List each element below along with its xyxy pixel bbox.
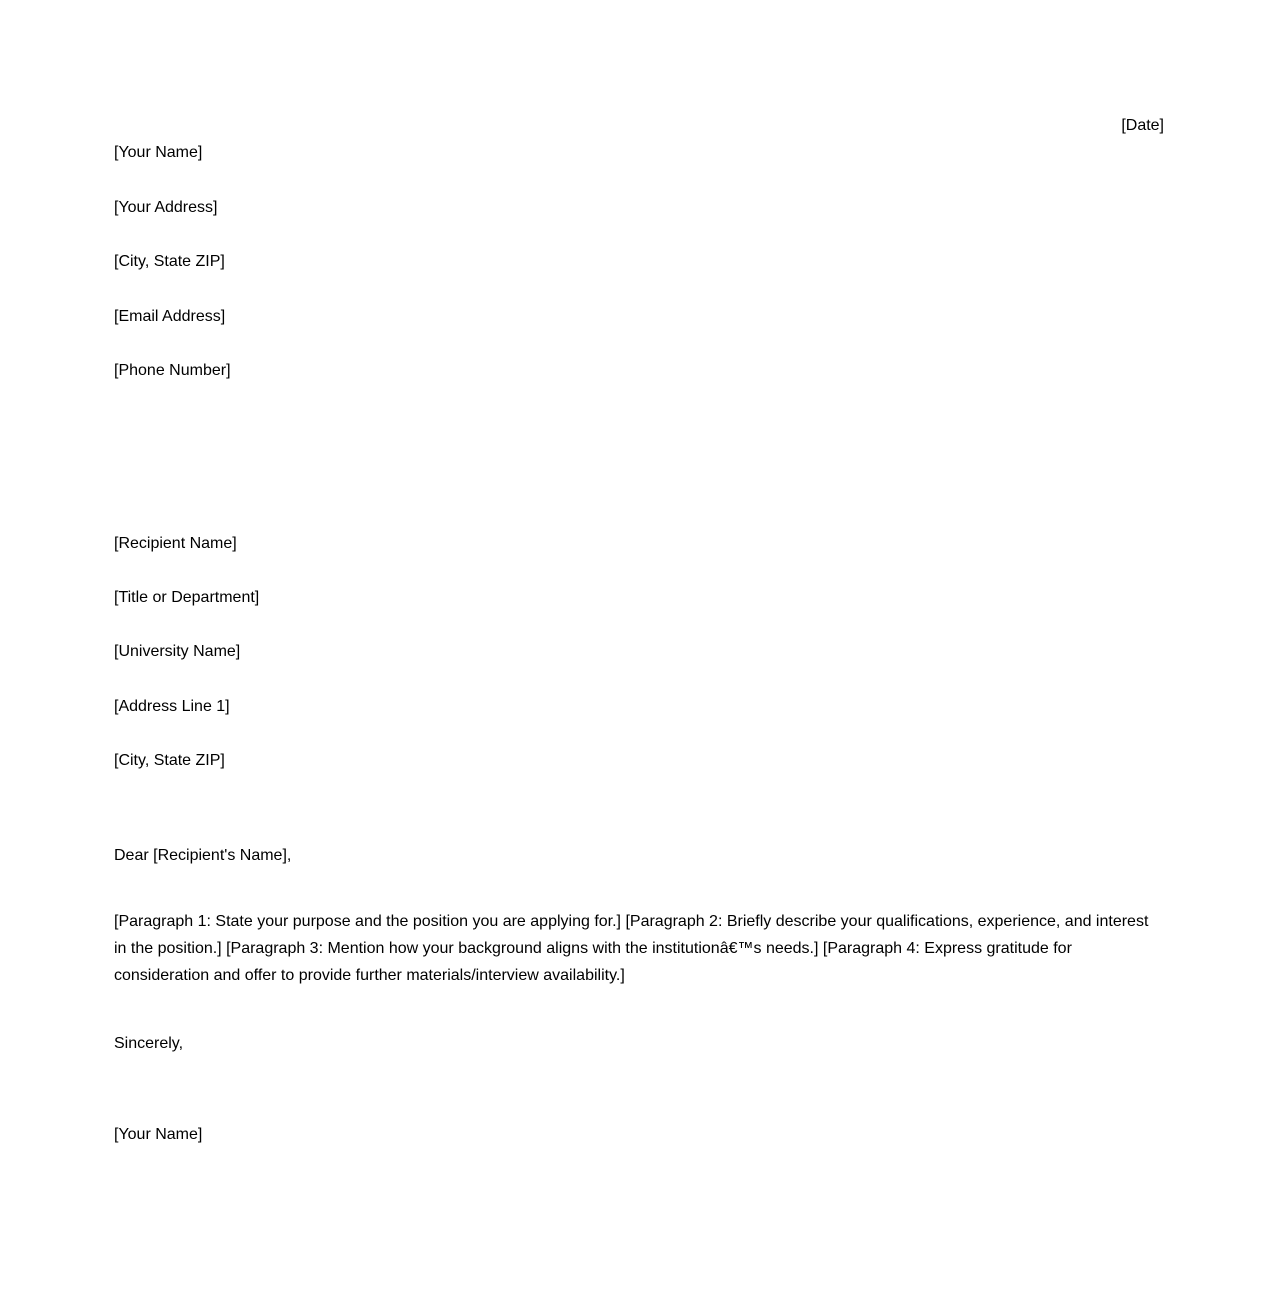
recipient-address-line-1: [Address Line 1] [114,698,230,715]
sender-name: [Your Name] [114,144,203,161]
sender-address: [Your Address] [114,199,218,216]
sender-city-state-zip: [City, State ZIP] [114,253,225,270]
recipient-title: [Title or Department] [114,589,260,606]
letter-date: [Date] [1121,117,1164,134]
recipient-name: [Recipient Name] [114,535,237,552]
recipient-city-state-zip: [City, State ZIP] [114,752,225,769]
signature-name: [Your Name] [114,1126,203,1143]
sender-email: [Email Address] [114,308,226,325]
letter-body: [Paragraph 1: State your purpose and the position you are applying for.] [Paragraph 2: Briefly describe your qualifications, experience, and interest in the position.] [Paragraph 3: Mention how your background aligns with the institutionâ€™s needs.] [Paragraph 4: Express gratitude for consideration and offer to provide further materials/interview availability.] [114,913,1149,984]
sender-phone: [Phone Number] [114,362,231,379]
recipient-university: [University Name] [114,643,241,660]
salutation: Dear [Recipient's Name], [114,847,292,864]
closing: Sincerely, [114,1035,184,1052]
